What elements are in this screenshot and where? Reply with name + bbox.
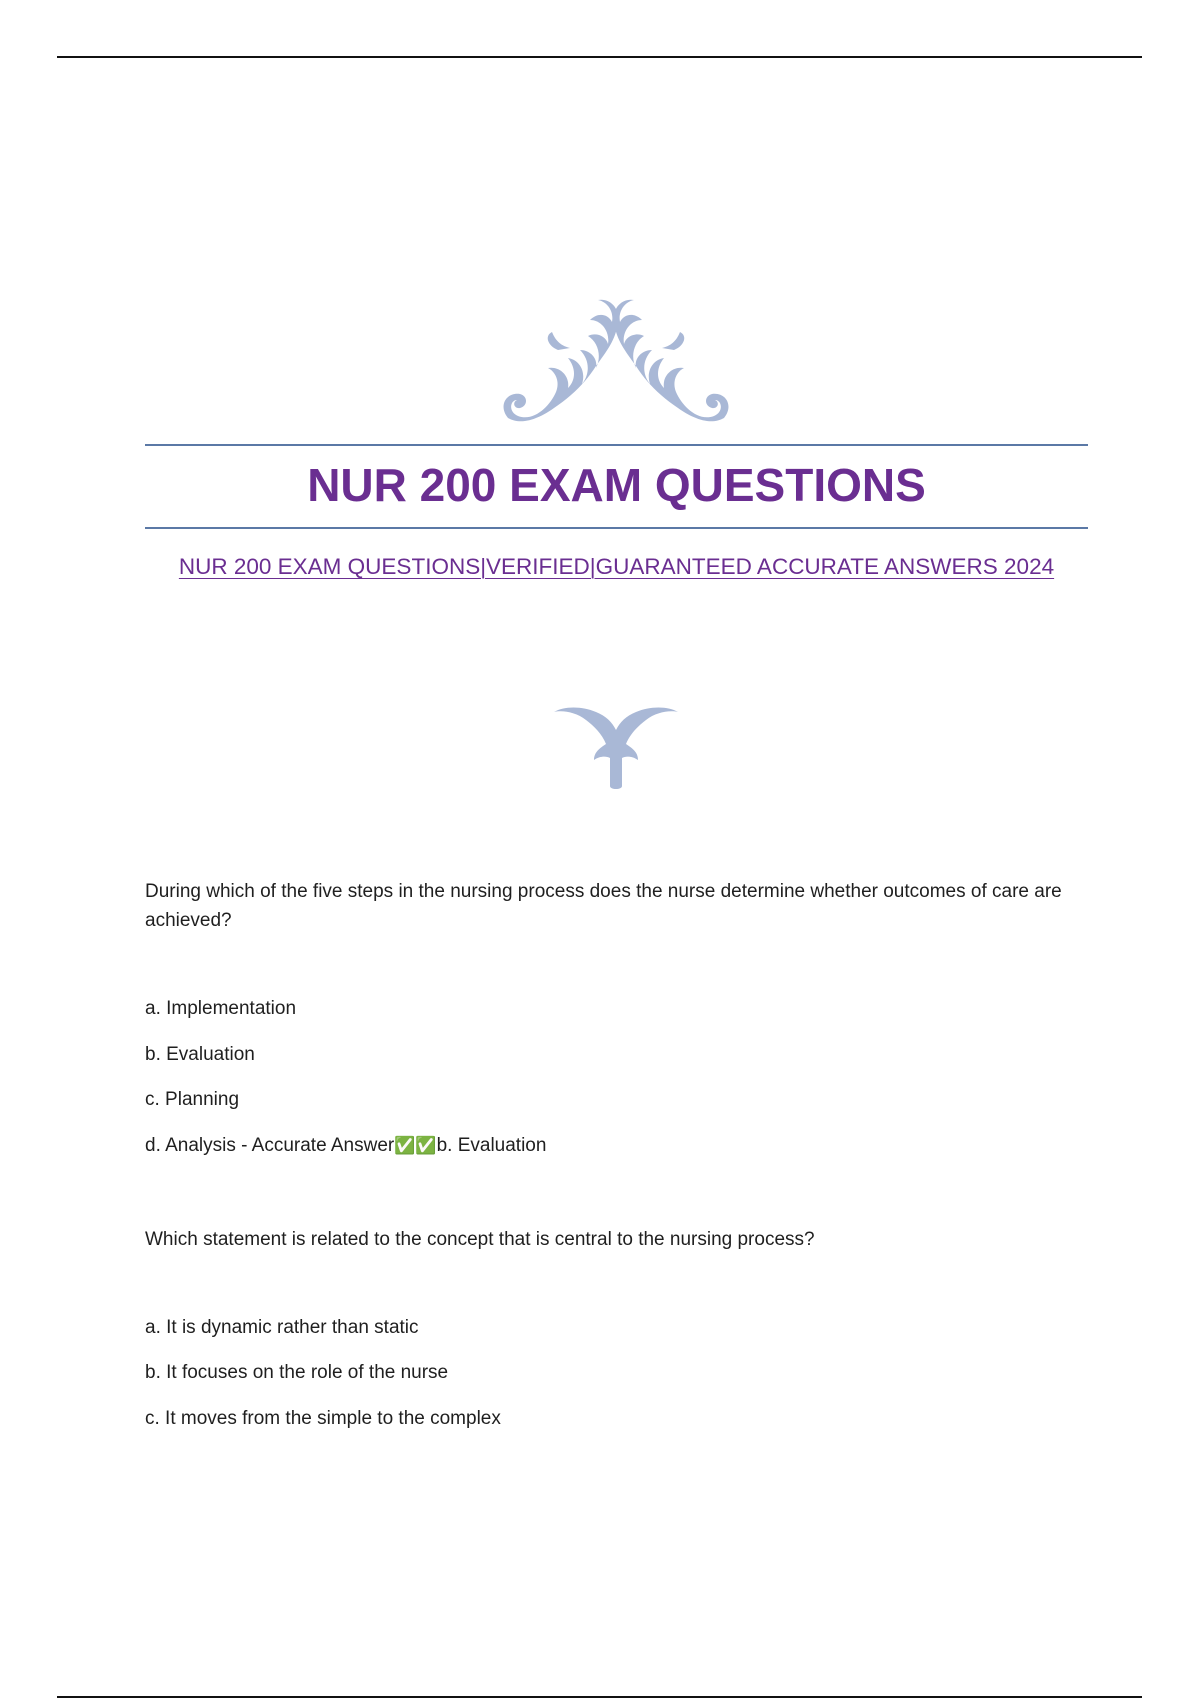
option-row xyxy=(145,1316,1075,1340)
option-row xyxy=(145,1407,1075,1431)
question-text: During which of the five steps in the nursing process does the nurse determine whether outcomes of care are achieved? xyxy=(145,881,1062,931)
option-a: a. It is dynamic rather than static xyxy=(145,1317,419,1338)
flourish-ornament-icon xyxy=(498,296,734,426)
option-c: c. Planning xyxy=(145,1089,240,1110)
question-1 xyxy=(145,877,1075,935)
option-d: d. Analysis - Accurate Answer xyxy=(145,1135,395,1156)
option-b: b. It focuses on the role of the nurse xyxy=(145,1362,449,1383)
option-row xyxy=(145,1361,1075,1385)
fleur-ornament-icon xyxy=(552,704,680,790)
check-mark-icon: ✅✅ xyxy=(394,1136,437,1155)
document-title: NUR 200 EXAM QUESTIONS xyxy=(307,459,926,511)
option-b: b. Evaluation xyxy=(145,1044,255,1065)
question-2 xyxy=(145,1225,1075,1254)
document-subtitle: NUR 200 EXAM QUESTIONS|VERIFIED|GUARANTEED ACCURATE ANSWERS 2024 xyxy=(178,554,1055,579)
question-text: Which statement is related to the concept that is central to the nursing process? xyxy=(145,1229,815,1250)
answer-line xyxy=(145,1134,1075,1158)
title-upper-rule xyxy=(145,444,1088,446)
title-lower-rule xyxy=(145,527,1088,529)
page-bottom-rule xyxy=(57,1696,1142,1698)
option-row xyxy=(145,1043,1075,1067)
option-a: a. Implementation xyxy=(145,998,297,1019)
question-1-options xyxy=(145,997,1075,1021)
correct-answer: b. Evaluation xyxy=(436,1135,547,1156)
page-top-rule xyxy=(57,56,1142,58)
option-row xyxy=(145,1134,1075,1158)
option-row xyxy=(145,1088,1075,1112)
option-c: c. It moves from the simple to the complex xyxy=(145,1408,501,1429)
